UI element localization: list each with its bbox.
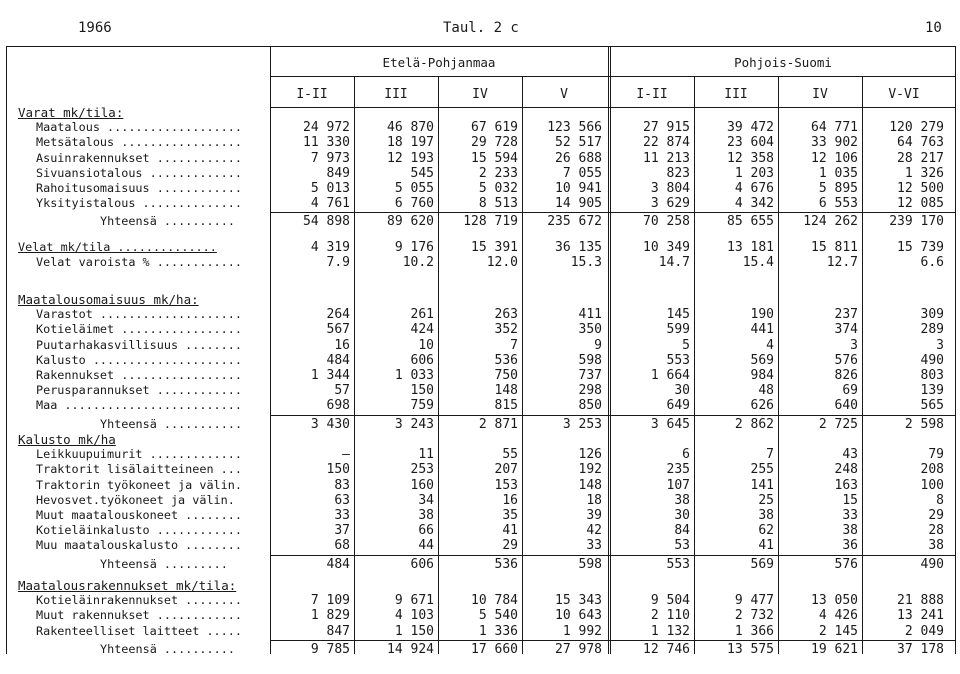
- cell-value: 309: [920, 307, 944, 323]
- region-header-pohjois-suomi: Pohjois-Suomi: [734, 55, 832, 70]
- cell-value: 38: [418, 508, 434, 523]
- cell-value: 4 342: [734, 196, 774, 212]
- cell-value: 261: [410, 307, 434, 323]
- cell-value: 46 870: [387, 120, 434, 136]
- cell-value: 12 746: [643, 641, 690, 657]
- cell-value: 606: [410, 556, 434, 572]
- cell-value: 190: [750, 307, 774, 323]
- cell-value: 264: [326, 307, 350, 323]
- total-label: Yhteensä ...........: [100, 416, 243, 431]
- cell-value: 21 888: [897, 593, 944, 609]
- cell-value: 12 106: [811, 150, 858, 166]
- cell-value: 235 672: [547, 214, 602, 230]
- row-label: Leikkuupuimurit .............: [36, 447, 242, 462]
- column-header: I-II: [296, 87, 328, 102]
- cell-value: 29: [502, 538, 518, 554]
- cell-value: 759: [410, 398, 434, 414]
- cell-value: 208: [920, 462, 944, 478]
- cell-value: 1 344: [310, 368, 350, 383]
- cell-value: 148: [494, 383, 518, 399]
- cell-value: 150: [410, 383, 434, 399]
- cell-value: 11 330: [303, 135, 350, 151]
- row-label: Muut maatalouskoneet ........: [36, 508, 242, 522]
- cell-value: 17 660: [471, 641, 518, 657]
- cell-value: 64 771: [811, 120, 858, 136]
- cell-value: 85 655: [727, 214, 774, 230]
- cell-value: 63: [334, 492, 350, 508]
- cell-value: 153: [494, 477, 518, 493]
- cell-value: 18 197: [387, 135, 434, 151]
- cell-value: 3 804: [650, 181, 690, 196]
- cell-value: 235: [666, 462, 690, 478]
- cell-value: 576: [834, 556, 858, 572]
- cell-value: 253: [410, 462, 434, 478]
- cell-value: 54 898: [303, 214, 350, 230]
- cell-value: 545: [410, 165, 434, 181]
- cell-value: 27 915: [643, 120, 690, 136]
- cell-value: 6: [682, 447, 690, 463]
- row-label: Maa .........................: [36, 398, 242, 413]
- total-rule: [270, 415, 956, 416]
- row-label: Varastot ....................: [36, 307, 242, 322]
- cell-value: 3 253: [562, 416, 602, 432]
- cell-value: 15 391: [471, 240, 518, 255]
- cell-value: 25: [758, 492, 774, 508]
- cell-value: 737: [578, 368, 602, 383]
- row-label: Asuinrakennukset ............: [36, 150, 242, 165]
- column-header: V: [560, 87, 568, 102]
- cell-value: 598: [578, 352, 602, 368]
- group-header-rule: [270, 76, 956, 77]
- cell-value: 576: [834, 352, 858, 368]
- cell-value: 15 594: [471, 150, 518, 166]
- cell-value: 7 109: [310, 593, 350, 609]
- cell-value: 649: [666, 398, 690, 414]
- cell-value: 28 217: [897, 150, 944, 166]
- cell-value: 350: [578, 322, 602, 338]
- cell-value: 10 784: [471, 593, 518, 609]
- cell-value: 1 326: [904, 165, 944, 181]
- cell-value: 62: [758, 523, 774, 539]
- cell-value: 553: [666, 352, 690, 368]
- cell-value: 9 504: [650, 593, 690, 609]
- cell-value: 10 349: [643, 240, 690, 255]
- cell-value: 66: [418, 523, 434, 539]
- cell-value: 490: [920, 556, 944, 572]
- cell-value: 38: [928, 538, 944, 554]
- row-label: Muu maatalouskalusto ........: [36, 538, 242, 553]
- row-label: Rakenteelliset laitteet .....: [36, 623, 242, 638]
- cell-value: 850: [578, 398, 602, 414]
- cell-value: 30: [674, 383, 690, 399]
- cell-value: 1 035: [818, 165, 858, 181]
- cell-value: 7.9: [326, 255, 350, 271]
- total-label: Yhteensä ..........: [100, 214, 235, 229]
- cell-value: 13 241: [897, 608, 944, 624]
- cell-value: 12.7: [826, 255, 858, 271]
- cell-value: 599: [666, 322, 690, 338]
- column-header-rule: [270, 107, 956, 108]
- cell-value: 148: [578, 477, 602, 493]
- cell-value: 33: [586, 538, 602, 554]
- region-header-etela-pohjanmaa: Etelä-Pohjanmaa: [382, 55, 496, 70]
- cell-value: 1 664: [650, 368, 690, 383]
- cell-value: 12.0: [486, 255, 518, 271]
- cell-value: 5 032: [478, 181, 518, 196]
- cell-value: 38: [842, 523, 858, 539]
- cell-value: 33: [842, 508, 858, 523]
- cell-value: 192: [578, 462, 602, 478]
- cell-value: 239 170: [889, 214, 944, 230]
- cell-value: 815: [494, 398, 518, 414]
- cell-value: 120 279: [889, 120, 944, 136]
- cell-value: 139: [920, 383, 944, 399]
- cell-value: 626: [750, 398, 774, 414]
- cell-value: 569: [750, 556, 774, 572]
- cell-value: 48: [758, 383, 774, 399]
- column-header: I-II: [636, 87, 668, 102]
- cell-value: 9 176: [394, 240, 434, 255]
- cell-value: 10 643: [555, 608, 602, 624]
- cell-value: 39: [586, 508, 602, 523]
- cell-value: 5 055: [394, 181, 434, 196]
- cell-value: 42: [586, 523, 602, 539]
- cell-value: 19 621: [811, 641, 858, 657]
- cell-value: 6 760: [394, 196, 434, 212]
- row-label: Kalusto .....................: [36, 352, 242, 367]
- cell-value: 289: [920, 322, 944, 338]
- cell-value: 22 874: [643, 135, 690, 151]
- cell-value: 5 540: [478, 608, 518, 624]
- total-label: Yhteensä .........: [100, 556, 228, 571]
- cell-value: 12 358: [727, 150, 774, 166]
- cell-value: 27 978: [555, 641, 602, 657]
- total-label: Yhteensä ..........: [100, 641, 235, 656]
- cell-value: 14.7: [658, 255, 690, 271]
- cell-value: 5 013: [310, 181, 350, 196]
- cell-value: 13 050: [811, 593, 858, 609]
- cell-value: 1 132: [650, 623, 690, 639]
- cell-value: 9 671: [394, 593, 434, 609]
- col-sep: [862, 76, 863, 654]
- cell-value: 7: [766, 447, 774, 463]
- row-label: Velat varoista % ............: [36, 255, 242, 270]
- cell-value: 4 761: [310, 196, 350, 212]
- right-rule: [955, 46, 956, 654]
- cell-value: 123 566: [547, 120, 602, 136]
- cell-value: 41: [502, 523, 518, 539]
- cell-value: 34: [418, 492, 434, 508]
- cell-value: 3 629: [650, 196, 690, 212]
- cell-value: 24 972: [303, 120, 350, 136]
- total-rule: [270, 555, 956, 556]
- cell-value: 8: [936, 492, 944, 508]
- row-label: Maatalous ...................: [36, 120, 242, 135]
- row-label: Kotieläinkalusto ............: [36, 523, 242, 538]
- cell-value: 37: [334, 523, 350, 539]
- cell-value: 10 941: [555, 181, 602, 196]
- cell-value: 69: [842, 383, 858, 399]
- cell-value: 441: [750, 322, 774, 338]
- cell-value: 11: [418, 447, 434, 463]
- column-header: III: [724, 87, 748, 102]
- cell-value: 4 676: [734, 181, 774, 196]
- cell-value: 64 763: [897, 135, 944, 151]
- cell-value: 1 992: [562, 623, 602, 639]
- cell-value: 2 598: [904, 416, 944, 432]
- cell-value: 53: [674, 538, 690, 554]
- cell-value: 44: [418, 538, 434, 554]
- row-label: Muut rakennukset ............: [36, 608, 242, 623]
- cell-value: 38: [674, 492, 690, 508]
- cell-value: 3 243: [394, 416, 434, 432]
- cell-value: 598: [578, 556, 602, 572]
- row-label: Yksityistalous ..............: [36, 196, 242, 211]
- section-title: Varat mk/tila:: [18, 105, 124, 120]
- cell-value: 14 905: [555, 196, 602, 212]
- section-title: Maatalousrakennukset mk/tila:: [18, 578, 237, 593]
- cell-value: 124 262: [803, 214, 858, 230]
- cell-value: 5 895: [818, 181, 858, 196]
- cell-value: 3: [936, 337, 944, 353]
- cell-value: 847: [326, 623, 350, 639]
- cell-value: 84: [674, 523, 690, 539]
- page-number: 10: [925, 20, 942, 36]
- cell-value: 10: [418, 337, 434, 353]
- cell-value: 15 343: [555, 593, 602, 609]
- cell-value: 30: [674, 508, 690, 523]
- cell-value: 29 728: [471, 135, 518, 151]
- cell-value: 3 430: [310, 416, 350, 432]
- cell-value: 43: [842, 447, 858, 463]
- cell-value: 2 049: [904, 623, 944, 639]
- cell-value: 484: [326, 352, 350, 368]
- column-header: IV: [472, 87, 488, 102]
- row-label: Velat mk/tila ..............: [18, 240, 217, 254]
- cell-value: 15 739: [897, 240, 944, 255]
- cell-value: 12 085: [897, 196, 944, 212]
- cell-value: 83: [334, 477, 350, 493]
- row-label: Kotieläimet .................: [36, 322, 242, 337]
- cell-value: 126: [578, 447, 602, 463]
- cell-value: 10.2: [402, 255, 434, 271]
- cell-value: 2 862: [734, 416, 774, 432]
- cell-value: 36: [842, 538, 858, 554]
- cell-value: 849: [326, 165, 350, 181]
- cell-value: 9: [594, 337, 602, 353]
- table-title: Taul. 2 c: [443, 20, 519, 36]
- cell-value: 1 150: [394, 623, 434, 639]
- cell-value: 12 193: [387, 150, 434, 166]
- cell-value: 2 725: [818, 416, 858, 432]
- cell-value: 28: [928, 523, 944, 539]
- cell-value: 750: [494, 368, 518, 383]
- cell-value: 1 336: [478, 623, 518, 639]
- cell-value: 7 973: [310, 150, 350, 166]
- cell-value: 536: [494, 556, 518, 572]
- cell-value: 263: [494, 307, 518, 323]
- column-header: IV: [812, 87, 828, 102]
- cell-value: 6 553: [818, 196, 858, 212]
- cell-value: –: [342, 447, 350, 463]
- cell-value: 255: [750, 462, 774, 478]
- cell-value: 141: [750, 477, 774, 493]
- cell-value: 57: [334, 383, 350, 399]
- cell-value: 823: [666, 165, 690, 181]
- cell-value: 33 902: [811, 135, 858, 151]
- row-label: Metsätalous .................: [36, 135, 242, 150]
- cell-value: 13 575: [727, 641, 774, 657]
- section-title: Maatalousomaisuus mk/ha:: [18, 292, 199, 307]
- cell-value: 1 829: [310, 608, 350, 624]
- cell-value: 1 366: [734, 623, 774, 639]
- row-label: Traktorin työkoneet ja välin.: [36, 477, 242, 492]
- cell-value: 569: [750, 352, 774, 368]
- cell-value: 411: [578, 307, 602, 323]
- cell-value: 1 033: [394, 368, 434, 383]
- column-header: III: [384, 87, 408, 102]
- cell-value: 248: [834, 462, 858, 478]
- cell-value: 16: [502, 492, 518, 508]
- cell-value: 52 517: [555, 135, 602, 151]
- left-rule: [6, 46, 7, 654]
- row-label: Perusparannukset ............: [36, 383, 242, 398]
- cell-value: 150: [326, 462, 350, 478]
- cell-value: 298: [578, 383, 602, 399]
- row-label: Rakennukset .................: [36, 368, 242, 382]
- cell-value: 89 620: [387, 214, 434, 230]
- row-label: Sivuansiotalous .............: [36, 165, 242, 180]
- cell-value: 13 181: [727, 240, 774, 255]
- cell-value: 484: [326, 556, 350, 572]
- cell-value: 984: [750, 368, 774, 383]
- cell-value: 7 055: [562, 165, 602, 181]
- cell-value: 4 103: [394, 608, 434, 624]
- row-label: Rahoitusomaisuus ............: [36, 181, 242, 195]
- cell-value: 3 645: [650, 416, 690, 432]
- cell-value: 163: [834, 477, 858, 493]
- cell-value: 23 604: [727, 135, 774, 151]
- cell-value: 12 500: [897, 181, 944, 196]
- cell-value: 536: [494, 352, 518, 368]
- cell-value: 8 513: [478, 196, 518, 212]
- cell-value: 15 811: [811, 240, 858, 255]
- cell-value: 803: [920, 368, 944, 383]
- top-rule: [6, 46, 956, 47]
- cell-value: 2 233: [478, 165, 518, 181]
- cell-value: 79: [928, 447, 944, 463]
- cell-value: 70 258: [643, 214, 690, 230]
- cell-value: 11 213: [643, 150, 690, 166]
- year-label: 1966: [78, 20, 112, 36]
- cell-value: 5: [682, 337, 690, 353]
- row-label: Traktorit lisälaitteineen ...: [36, 462, 242, 477]
- cell-value: 2 732: [734, 608, 774, 624]
- cell-value: 207: [494, 462, 518, 478]
- cell-value: 16: [334, 337, 350, 353]
- section-title: Kalusto mk/ha: [18, 432, 116, 447]
- cell-value: 2 145: [818, 623, 858, 639]
- column-header: V-VI: [888, 87, 920, 102]
- cell-value: 565: [920, 398, 944, 414]
- cell-value: 14 924: [387, 641, 434, 657]
- cell-value: 6.6: [920, 255, 944, 271]
- cell-value: 9 477: [734, 593, 774, 609]
- cell-value: 2 871: [478, 416, 518, 432]
- cell-value: 4: [766, 337, 774, 353]
- cell-value: 128 719: [463, 214, 518, 230]
- cell-value: 424: [410, 322, 434, 338]
- cell-value: 68: [334, 538, 350, 554]
- cell-value: 567: [326, 322, 350, 338]
- cell-value: 38: [758, 508, 774, 523]
- cell-value: 606: [410, 352, 434, 368]
- cell-value: 29: [928, 508, 944, 523]
- row-label: Puutarhakasvillisuus ........: [36, 337, 242, 352]
- cell-value: 55: [502, 447, 518, 463]
- cell-value: 15: [842, 492, 858, 508]
- cell-value: 553: [666, 556, 690, 572]
- cell-value: 107: [666, 477, 690, 493]
- total-rule: [270, 212, 956, 213]
- cell-value: 374: [834, 322, 858, 338]
- cell-value: 18: [586, 492, 602, 508]
- total-rule: [270, 640, 956, 641]
- cell-value: 39 472: [727, 120, 774, 136]
- cell-value: 4 426: [818, 608, 858, 624]
- cell-value: 36 135: [555, 240, 602, 255]
- cell-value: 490: [920, 352, 944, 368]
- cell-value: 35: [502, 508, 518, 523]
- cell-value: 160: [410, 477, 434, 493]
- cell-value: 26 688: [555, 150, 602, 166]
- cell-value: 352: [494, 322, 518, 338]
- cell-value: 237: [834, 307, 858, 323]
- cell-value: 1 203: [734, 165, 774, 181]
- cell-value: 4 319: [310, 240, 350, 255]
- cell-value: 33: [334, 508, 350, 523]
- cell-value: 67 619: [471, 120, 518, 136]
- cell-value: 100: [920, 477, 944, 493]
- cell-value: 9 785: [310, 641, 350, 657]
- row-label: Hevosvet.työkoneet ja välin.: [36, 492, 235, 507]
- cell-value: 145: [666, 307, 690, 323]
- cell-value: 41: [758, 538, 774, 554]
- cell-value: 698: [326, 398, 350, 414]
- cell-value: 2 110: [650, 608, 690, 624]
- row-label: Kotieläinrakennukset ........: [36, 593, 242, 608]
- cell-value: 826: [834, 368, 858, 383]
- cell-value: 15.3: [570, 255, 602, 271]
- cell-value: 15.4: [742, 255, 774, 271]
- cell-value: 3: [850, 337, 858, 353]
- cell-value: 7: [510, 337, 518, 353]
- cell-value: 37 178: [897, 641, 944, 657]
- cell-value: 640: [834, 398, 858, 414]
